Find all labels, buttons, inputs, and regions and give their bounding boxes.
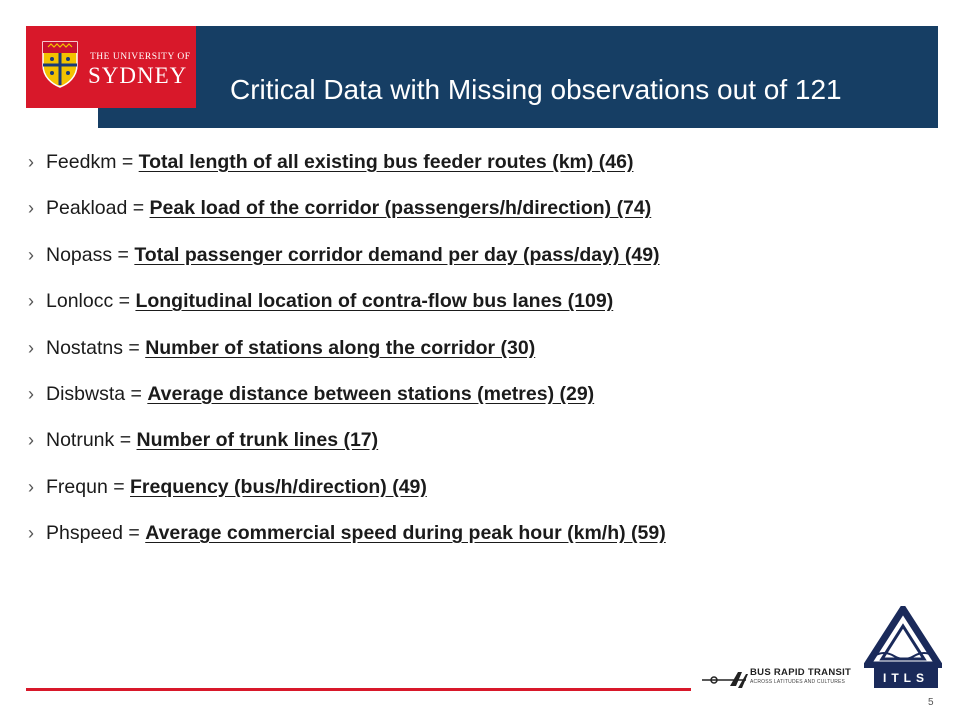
bullet-item [28, 242, 666, 268]
bullet-item [28, 288, 666, 314]
page-number: 5 [928, 697, 934, 708]
bullet-definition: Longitudinal location of contra-flow bus lanes (109) [135, 290, 614, 313]
bullet-definition: Average distance between stations (metres) (29) [147, 382, 595, 405]
bullet-definition: Total passenger corridor demand per day (pass/day) (49) [134, 243, 660, 266]
chevron-bullet-icon: › [28, 152, 34, 172]
chevron-bullet-icon: › [28, 476, 34, 497]
slide-title: Critical Data with Missing observations out of 121 [230, 74, 842, 105]
bullet-item [28, 149, 666, 175]
bullet-definition: Number of stations along the corridor (30) [145, 336, 536, 359]
bullet-list [28, 149, 666, 567]
brt-subtitle: ACROSS LATITUDES AND CULTURES [750, 679, 846, 685]
university-logo [26, 26, 196, 108]
bullet-term: Disbwsta = [46, 382, 148, 405]
bullet-definition: Frequency (bus/h/direction) (49) [130, 475, 427, 498]
bullet-item [28, 381, 666, 407]
bullet-term: Lonlocc = [46, 290, 136, 313]
itls-wordmark: ITLS [874, 668, 938, 688]
bullet-term: Peakload = [46, 197, 150, 220]
bullet-term: Nopass = [46, 243, 135, 266]
footer-divider [26, 688, 691, 691]
bullet-definition: Total length of all existing bus feeder routes (km) (46) [138, 151, 634, 173]
crest-icon [40, 39, 80, 89]
bullet-term: Notrunk = [46, 429, 137, 452]
brt-name: BUS RAPID TRANSIT [750, 667, 852, 678]
logo-line-2: SYDNEY [88, 63, 188, 88]
bullet-item [28, 195, 666, 221]
bullet-item [28, 335, 666, 361]
bullet-term: Frequn = [46, 475, 131, 498]
bullet-definition: Number of trunk lines (17) [136, 429, 379, 452]
chevron-bullet-icon: › [28, 244, 34, 265]
bullet-term: Nostatns = [46, 336, 146, 359]
itls-triangle-icon [864, 606, 942, 668]
bullet-item [28, 474, 666, 500]
chevron-bullet-icon: › [28, 430, 34, 451]
chevron-bullet-icon: › [28, 337, 34, 358]
bullet-item [28, 520, 666, 546]
chevron-bullet-icon: › [28, 523, 34, 544]
bullet-term: Phspeed = [46, 522, 146, 545]
chevron-bullet-icon: › [28, 291, 34, 312]
chevron-bullet-icon: › [28, 198, 34, 219]
bullet-definition: Average commercial speed during peak hour (km/h) (59) [145, 522, 666, 545]
bullet-item [28, 427, 666, 453]
logo-line-1: THE UNIVERSITY OF [90, 52, 191, 62]
chevron-bullet-icon: › [28, 383, 34, 404]
bullet-definition: Peak load of the corridor (passengers/h/direction) (74) [149, 197, 652, 220]
bullet-term: Feedkm = [46, 151, 139, 173]
